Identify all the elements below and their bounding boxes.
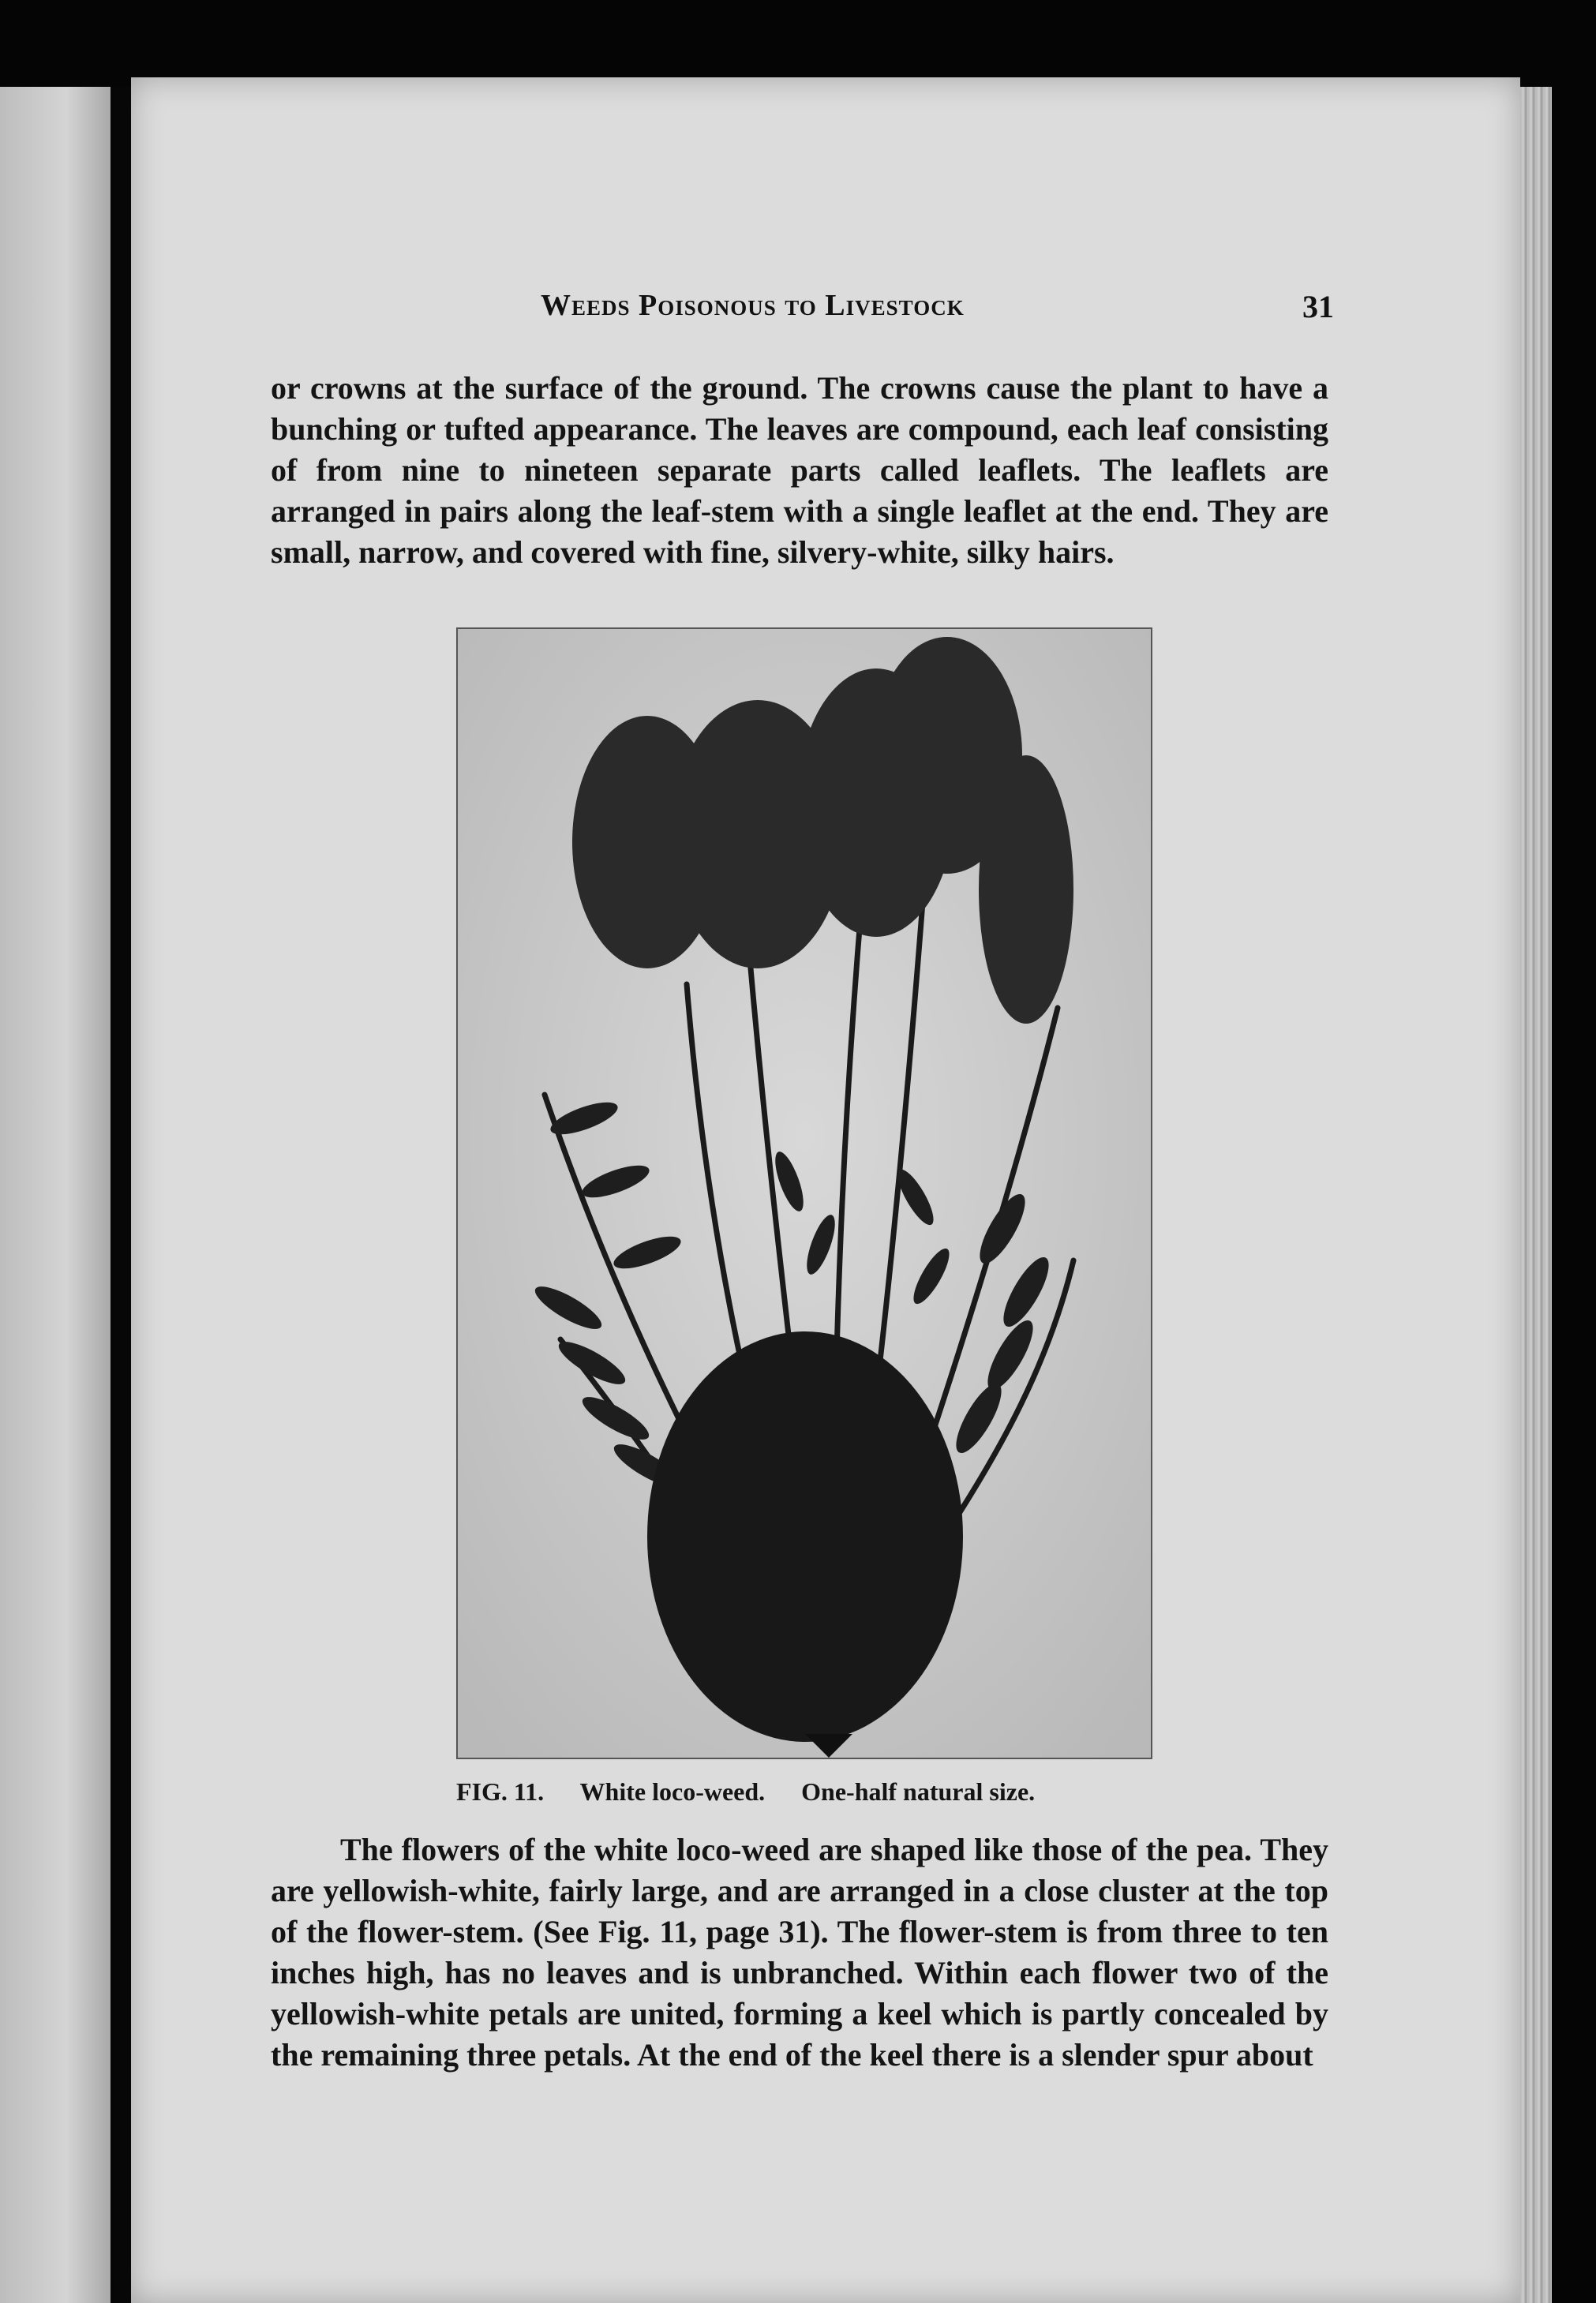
loco-weed-illustration — [458, 629, 1151, 1758]
paragraph-2: The flowers of the white loco-weed are shaped like those of the pea. They are yellowish-white, fairly large, and are arranged in a close cluster at the top of the flower-stem. (See Fig. 11, page 31). The flower-stem is from three to ten inches high, has no leaves and is unbranched. Within each flower two of the yellowish-white petals are united, forming a keel which is partly concealed by the remaining three petals. At the end of the keel there is a slender spur about — [271, 1832, 1328, 2073]
left-page-edge — [0, 87, 111, 2303]
page-number: 31 — [1302, 289, 1334, 324]
figure-scale: One-half natural size. — [801, 1777, 1036, 1806]
book-gutter — [111, 87, 131, 2303]
paragraph-1: or crowns at the surface of the ground. The crowns cause the plant to have a bunching or tufted appearance. The leaves are compound, each leaf consisting of from nine to nineteen separate parts called leaflets. The leaflets are arranged in pairs along the leaf-stem with a single leaflet at the end. They are small, narrow, and covered with fine, silvery-white, silky hairs. — [271, 370, 1328, 570]
figure-photo — [456, 627, 1152, 1759]
figure-name: White loco-weed. — [579, 1777, 766, 1806]
header-title: Weeds Poisonous to Livestock — [541, 289, 965, 322]
figure-label: FIG. 11. — [456, 1777, 545, 1806]
running-header — [403, 288, 1334, 335]
page-stack-edge — [1520, 87, 1552, 2303]
figure-caption — [456, 1777, 1149, 1807]
